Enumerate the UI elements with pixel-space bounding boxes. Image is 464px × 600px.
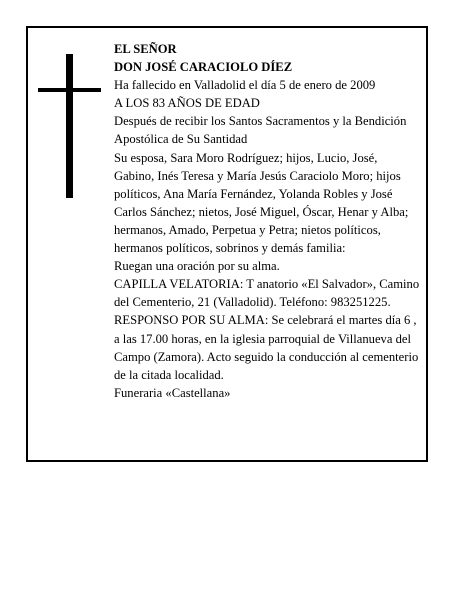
family-text: Su esposa, Sara Moro Rodríguez; hijos, Lucio, José, Gabino, Inés Teresa y María Jesús Caraciolo Moro; hijos políticos, Ana María Fernández, Yolanda Robles y José Carlos Sánchez; nietos, José Miguel, Óscar, Henar y Alba; hermanos, Amado, Perpetua y Petra; nietos políticos, hermanos políticos, sobrinos y demás familia: xyxy=(114,150,409,256)
notice-title: EL SEÑOR xyxy=(114,42,177,56)
funeral-home-text: Funeraria «Castellana» xyxy=(114,385,231,400)
prayer-text: Ruegan una oración por su alma. xyxy=(114,259,280,274)
sacraments-text: Después de recibir los Santos Sacramentos y la Bendición Apostólica de Su Santidad xyxy=(114,114,407,147)
obituary-notice xyxy=(26,26,428,462)
cross-horizontal-bar xyxy=(38,88,101,92)
responso-text: RESPONSO POR SU ALMA: Se celebrará el martes día 6 , a las 17.00 horas, en la iglesia parroquial de Villanueva del Campo (Zamora). Acto seguido la conducción al cementerio de la citada localidad. xyxy=(114,313,419,382)
cross-vertical-bar xyxy=(66,54,73,198)
death-line: Ha fallecido en Valladolid el día 5 de enero de 2009 xyxy=(114,78,376,93)
deceased-name: DON JOSÉ CARACIOLO DÍEZ xyxy=(114,60,293,75)
notice-content xyxy=(114,40,420,402)
age-line: A LOS 83 AÑOS DE EDAD xyxy=(114,96,260,111)
chapel-text: CAPILLA VELATORIA: T anatorio «El Salvador», Camino del Cementerio, 21 (Valladolid). Teléfono: 983251225. xyxy=(114,277,420,310)
